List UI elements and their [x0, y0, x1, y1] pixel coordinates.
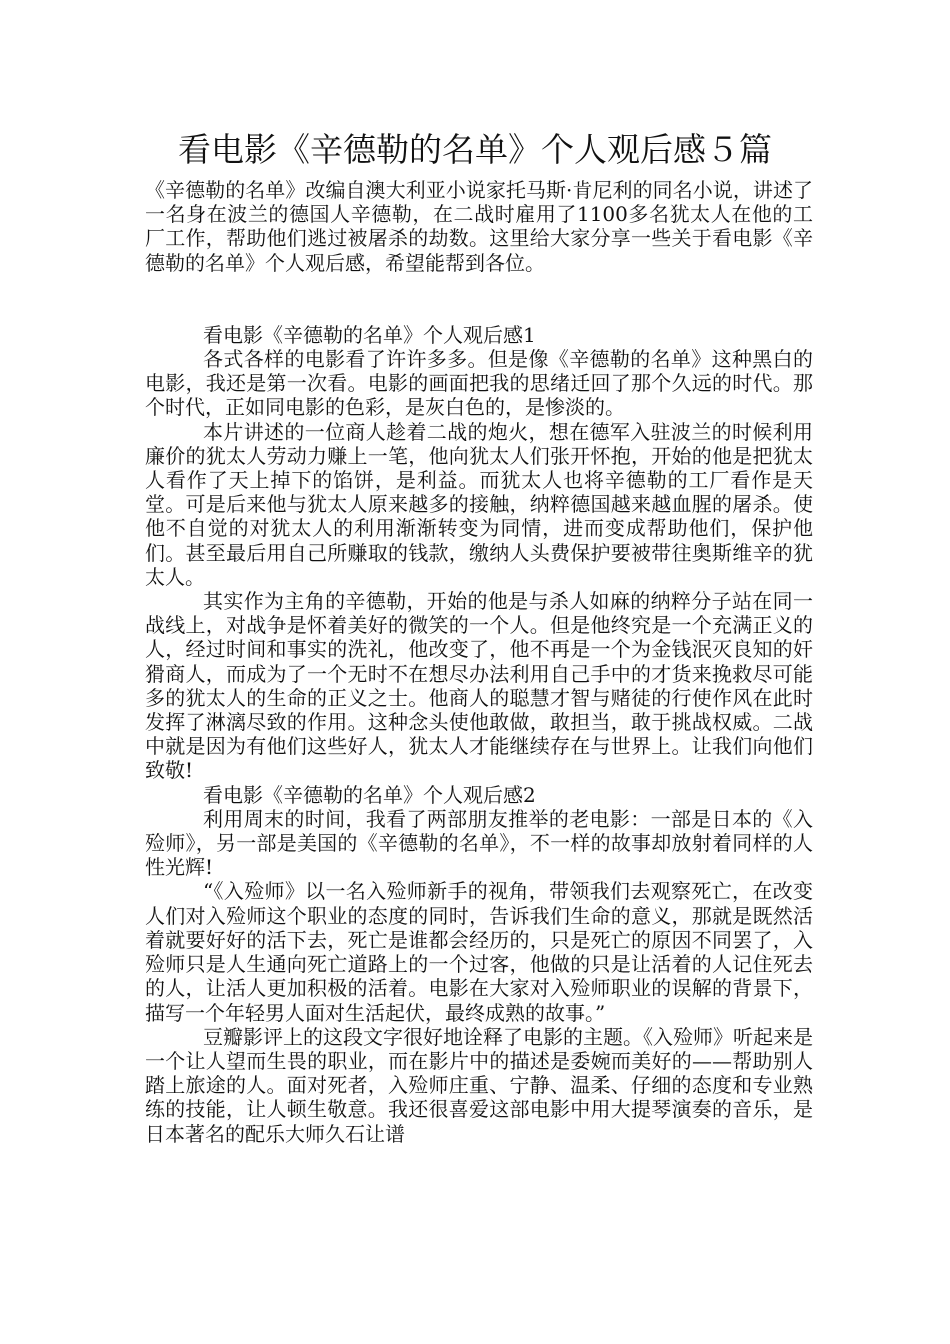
section-heading-2: 看电影《辛德勒的名单》个人观后感2 [203, 782, 536, 807]
body-paragraph: 其实作为主角的辛德勒，开始的他是与杀人如麻的纳粹分子站在同一战线上，对战争是怀着美好的微笑的一个人。但是他终究是一个充满正义的人，经过时间和事实的洗礼，他改变了，他不再是一个为金钱泯灭良知的奸猾商人，而成为了一个无时不在想尽办法利用自己手中的才货来挽救尽可能多的犹太人的生命的正义之士。他商人的聪慧才智与赌徒的行使作风在此时发挥了淋漓尽致的作用。这种念头使他敢做，敢担当，敢于挑战权威。二战中就是因为有他们这些好人，犹太人才能继续存在与世界上。让我们向他们致敬! [145, 589, 813, 783]
body-paragraph: 豆瓣影评上的这段文字很好地诠释了电影的主题。《入殓师》听起来是一个让人望而生畏的职业，而在影片中的描述是委婉而美好的——帮助别人踏上旅途的人。面对死者，入殓师庄重、宁静、温柔、仔细的态度和专业熟练的技能，让人顿生敬意。我还很喜爱这部电影中用大提琴演奏的音乐，是日本著名的配乐大师久石让谱 [145, 1024, 813, 1146]
section-heading-1: 看电影《辛德勒的名单》个人观后感1 [203, 322, 536, 347]
paragraph-gap [145, 275, 813, 323]
document-title: 看电影《辛德勒的名单》个人观后感５篇 [178, 130, 772, 169]
body-paragraph: “《入殓师》以一名入殓师新手的视角，带领我们去观察死亡，在改变人们对入殓师这个职业的态度的同时，告诉我们生命的意义，那就是既然活着就要好好的活下去，死亡是谁都会经历的，只是死亡的原因不同罢了，入殓师只是人生通向死亡道路上的一个过客，他做的只是让活着的人记住死去的人，让活人更加积极的活着。电影在大家对入殓师职业的误解的背景下，描写一个年轻男人面对生活起伏，最终成熟的故事。” [145, 879, 813, 1025]
body-paragraph: 各式各样的电影看了许许多多。但是像《辛德勒的名单》这种黑白的电影，我还是第一次看。电影的画面把我的思绪迁回了那个久远的时代。那个时代，正如同电影的色彩，是灰白色的，是惨淡的。 [145, 347, 813, 420]
body-paragraph: 本片讲述的一位商人趁着二战的炮火，想在德军入驻波兰的时候利用廉价的犹太人劳动力赚上一笔，他向犹太人们张开怀抱，开始的他是把犹太人看作了天上掉下的馅饼，是利益。而犹太人也将辛德勒的工厂看作是天堂。可是后来他与犹太人原来越多的接触，纳粹德国越来越血腥的屠杀。使他不自觉的对犹太人的利用渐渐转变为同情，进而变成帮助他们，保护他们。甚至最后用自己所赚取的钱款，缴纳人头费保护要被带往奥斯维辛的犹太人。 [145, 419, 813, 589]
document-body [145, 178, 813, 1146]
intro-paragraph: 《辛德勒的名单》改编自澳大利亚小说家托马斯·肯尼利的同名小说，讲述了一名身在波兰的德国人辛德勒，在二战时雇用了1100多名犹太人在他的工厂工作，帮助他们逃过被屠杀的劫数。这里给大家分享一些关于看电影《辛德勒的名单》个人观后感，希望能帮到各位。 [145, 178, 813, 275]
body-paragraph: 利用周末的时间，我看了两部朋友推举的老电影：一部是日本的《入殓师》，另一部是美国的《辛德勒的名单》，不一样的故事却放射着同样的人性光辉! [145, 806, 813, 880]
